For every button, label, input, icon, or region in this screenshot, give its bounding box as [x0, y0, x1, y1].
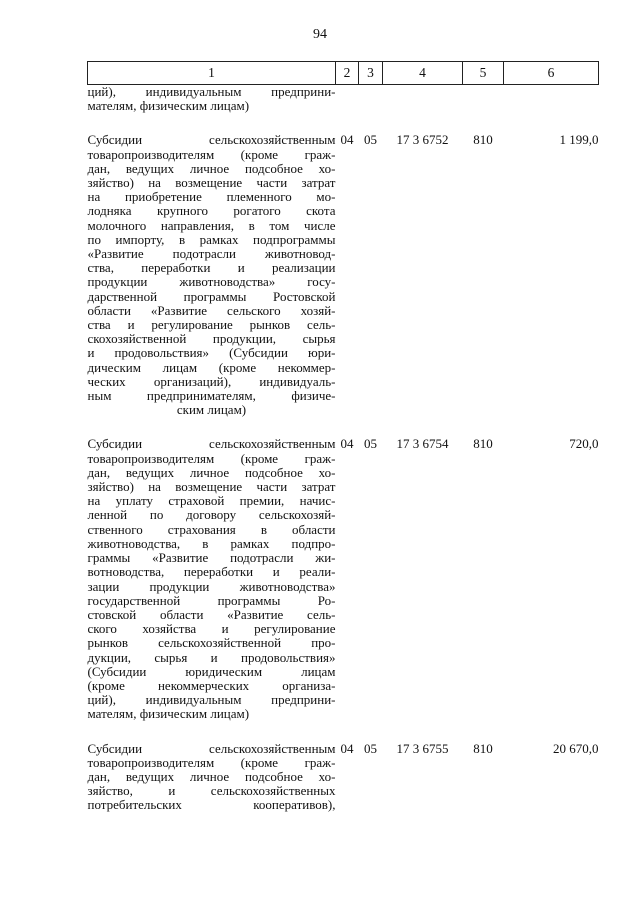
description-line: ства и регулирование рынков сель-	[87, 317, 336, 333]
description-line: ным предпринимателям, физиче-	[87, 388, 336, 404]
description-line: продукции животноводства» госу-	[87, 274, 336, 290]
expense-type-code: 810	[473, 436, 493, 452]
description-line: дан, ведущих личное подсобное хо-	[87, 768, 336, 784]
expense-type-code: 810	[473, 132, 493, 148]
section-code: 04	[340, 132, 354, 148]
description-line: дан, ведущих личное подсобное хо-	[87, 464, 336, 480]
subsection-code: 05	[364, 132, 377, 148]
description-line: животноводства, в рамках подпро-	[87, 535, 336, 551]
description-line: ций), индивидуальным предприни-	[87, 84, 336, 99]
description-line: товаропроизводителям (кроме граж-	[87, 450, 336, 466]
description-line: «Развитие подотрасли животновод-	[87, 246, 336, 262]
subsection-code: 05	[364, 436, 377, 452]
column-header-3: 3	[359, 62, 383, 85]
table-row	[88, 437, 599, 741]
description-line: дукции, сырья и продовольствия»	[87, 649, 336, 665]
description-line: ственного страхования в области	[87, 521, 336, 537]
description-line: Субсидии сельскохозяйственным	[87, 132, 336, 148]
description-line: вотноводства, переработки и реали-	[87, 564, 336, 580]
description-line: государственной программы Ро-	[87, 592, 336, 608]
description-line: молочного направления, в том числе	[87, 217, 336, 233]
amount: 1 199,0	[559, 132, 599, 148]
column-header-2: 2	[336, 62, 359, 85]
description-line: зяйство) на возмещение части затрат	[87, 479, 336, 495]
description-line: на уплату страховой премии, начис-	[87, 493, 336, 509]
target-article-code: 17 3 6752	[396, 132, 449, 148]
description-line: скохозяйственной продукции, сырья	[87, 331, 336, 347]
description-line: рынков сельскохозяйственной про-	[87, 635, 336, 651]
budget-table	[87, 61, 599, 833]
subsection-code: 05	[364, 740, 377, 756]
table-row	[88, 133, 599, 437]
description-line: и продовольствия» (Субсидии юри-	[87, 345, 336, 361]
description-line: (кроме некоммерческих организа-	[87, 677, 336, 693]
description-line: по импорту, в рамках подпрограммы	[87, 231, 336, 247]
section-code: 04	[340, 740, 354, 756]
amount: 20 670,0	[553, 740, 599, 756]
table-row	[88, 742, 599, 833]
description-line: товаропроизводителям (кроме граж-	[87, 146, 336, 162]
description-line: потребительских кооперативов),	[87, 797, 336, 813]
column-header-4: 4	[383, 62, 463, 85]
description-line: ческих организаций), индивидуаль-	[87, 373, 336, 389]
description-line: мателям, физическим лицам)	[87, 98, 250, 114]
description-line: мателям, физическим лицам)	[87, 706, 250, 722]
expense-type-code: 810	[473, 740, 493, 756]
description-line: ского хозяйства и регулирование	[87, 621, 336, 637]
section-code: 04	[340, 436, 354, 452]
continuation-row	[88, 85, 599, 134]
description-line: лодняка крупного рогатого скота	[87, 203, 336, 219]
description-line: Субсидии сельскохозяйственным	[87, 740, 336, 756]
column-header-1: 1	[88, 62, 336, 85]
description-line: дан, ведущих личное подсобное хо-	[87, 160, 336, 176]
column-header-5: 5	[463, 62, 504, 85]
continuation-description	[88, 85, 336, 134]
description-line: зяйство) на возмещение части затрат	[87, 175, 336, 191]
description-line: области «Развитие сельского хозяй-	[87, 302, 336, 318]
row-description	[88, 437, 336, 741]
description-line: (Субсидии юридическим лицам	[87, 663, 336, 679]
description-line: граммы «Развитие подотрасли жи-	[87, 550, 336, 566]
description-line: зации продукции животноводства»	[87, 578, 336, 594]
row-description	[88, 742, 336, 833]
description-line: Субсидии сельскохозяйственным	[87, 436, 336, 452]
description-line: ским лицам)	[176, 402, 247, 418]
description-line: ций), индивидуальным предприни-	[87, 692, 336, 708]
target-article-code: 17 3 6754	[396, 436, 449, 452]
row-description	[88, 133, 336, 437]
description-line: зяйство, и сельскохозяйственных	[87, 783, 336, 799]
description-line: дарственной программы Ростовской	[87, 288, 336, 304]
page-number: 94	[313, 27, 327, 42]
description-line: ства, переработки и реализации	[87, 260, 336, 276]
amount: 720,0	[569, 436, 599, 452]
description-line: на приобретение племенного мо-	[87, 189, 336, 205]
target-article-code: 17 3 6755	[396, 740, 449, 756]
description-line: ленной по договору сельскохозяй-	[87, 507, 336, 523]
column-header-6: 6	[504, 62, 599, 85]
description-line: стовской области «Развитие сель-	[87, 606, 336, 622]
description-line: товаропроизводителям (кроме граж-	[87, 754, 336, 770]
header-row	[88, 62, 599, 85]
description-line: дическим лицам (кроме некоммер-	[87, 359, 336, 375]
